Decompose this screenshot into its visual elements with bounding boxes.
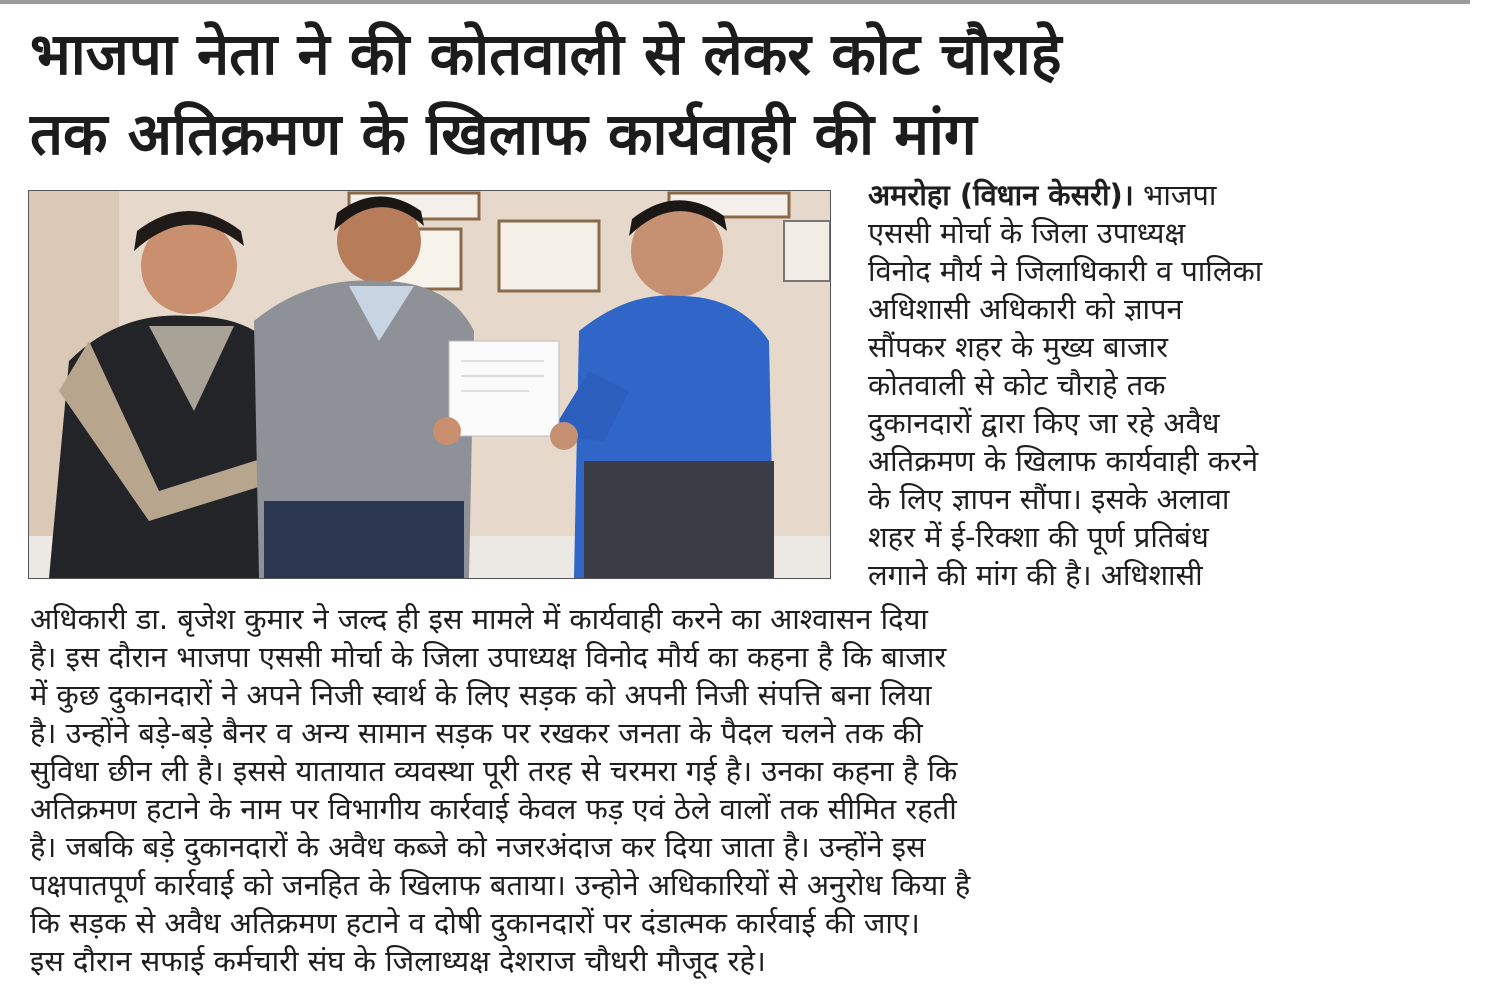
headline: [30, 14, 1470, 174]
headline-line-1: भाजपा नेता ने की कोतवाली से लेकर कोट चौराहे: [30, 20, 1062, 88]
lede-line: अतिक्रमण के खिलाफ कार्यवाही करने: [868, 444, 1259, 478]
article-body: [30, 600, 1470, 980]
lede-line: एससी मोर्चा के जिला उपाध्यक्ष: [868, 216, 1186, 250]
lede-line: कोतवाली से कोट चौराहे तक: [868, 368, 1166, 402]
lede-line-0: [868, 176, 1468, 214]
headline-line-2: तक अतिक्रमण के खिलाफ कार्यवाही की मांग: [30, 100, 977, 168]
lede-line: अधिशासी अधिकारी को ज्ञापन: [868, 292, 1183, 326]
body-line: अतिक्रमण हटाने के नाम पर विभागीय कार्रवाई केवल फड़ एवं ठेले वालों तक सीमित रहती: [30, 792, 957, 826]
body-line: है। जबकि बड़े दुकानदारों के अवैध कब्जे को नजरअंदाज कर दिया जाता है। उन्होंने इस: [30, 830, 926, 864]
page-margin: [1470, 0, 1500, 1000]
lede-line: के लिए ज्ञापन सौंपा। इसके अलावा: [868, 482, 1230, 516]
lede-line: लगाने की मांग की है। अधिशासी: [868, 558, 1203, 592]
news-photo: [28, 190, 831, 579]
body-line: इस दौरान सफाई कर्मचारी संघ के जिलाध्यक्ष देशराज चौधरी मौजूद रहे।: [30, 944, 766, 978]
lede-line-0-rest: भाजपा: [1133, 178, 1217, 212]
lede-line: दुकानदारों द्वारा किए जा रहे अवैध: [868, 406, 1220, 440]
lede-line: सौंपकर शहर के मुख्य बाजार: [868, 330, 1168, 364]
body-line: अधिकारी डा. बृजेश कुमार ने जल्द ही इस मामले में कार्यवाही करने का आश्वासन दिया: [30, 602, 928, 636]
body-line: में कुछ दुकानदारों ने अपने निजी स्वार्थ के लिए सड़क को अपनी निजी संपत्ति बना लिया: [30, 678, 932, 712]
body-line: है। इस दौरान भाजपा एससी मोर्चा के जिला उपाध्यक्ष विनोद मौर्य का कहना है कि बाजार: [30, 640, 947, 674]
body-line: कि सड़क से अवैध अतिक्रमण हटाने व दोषी दुकानदारों पर दंडात्मक कार्रवाई की जाए।: [30, 906, 920, 940]
lede-line: विनोद मौर्य ने जिलाधिकारी व पालिका: [868, 254, 1263, 288]
body-line: है। उन्होंने बड़े-बड़े बैनर व अन्य सामान सड़क पर रखकर जनता के पैदल चलने तक की: [30, 716, 923, 750]
lede-line: शहर में ई-रिक्शा की पूर्ण प्रतिबंध: [868, 520, 1209, 554]
lede-paragraph: [868, 176, 1468, 594]
body-line: पक्षपातपूर्ण कार्रवाई को जनहित के खिलाफ बताया। उन्होने अधिकारियों से अनुरोध किया है: [30, 868, 971, 902]
dateline: अमरोहा (विधान केसरी)।: [868, 178, 1134, 212]
top-rule: [0, 0, 1470, 4]
body-line: सुविधा छीन ली है। इससे यातायात व्यवस्था पूरी तरह से चरमरा गई है। उनका कहना है कि: [30, 754, 958, 788]
